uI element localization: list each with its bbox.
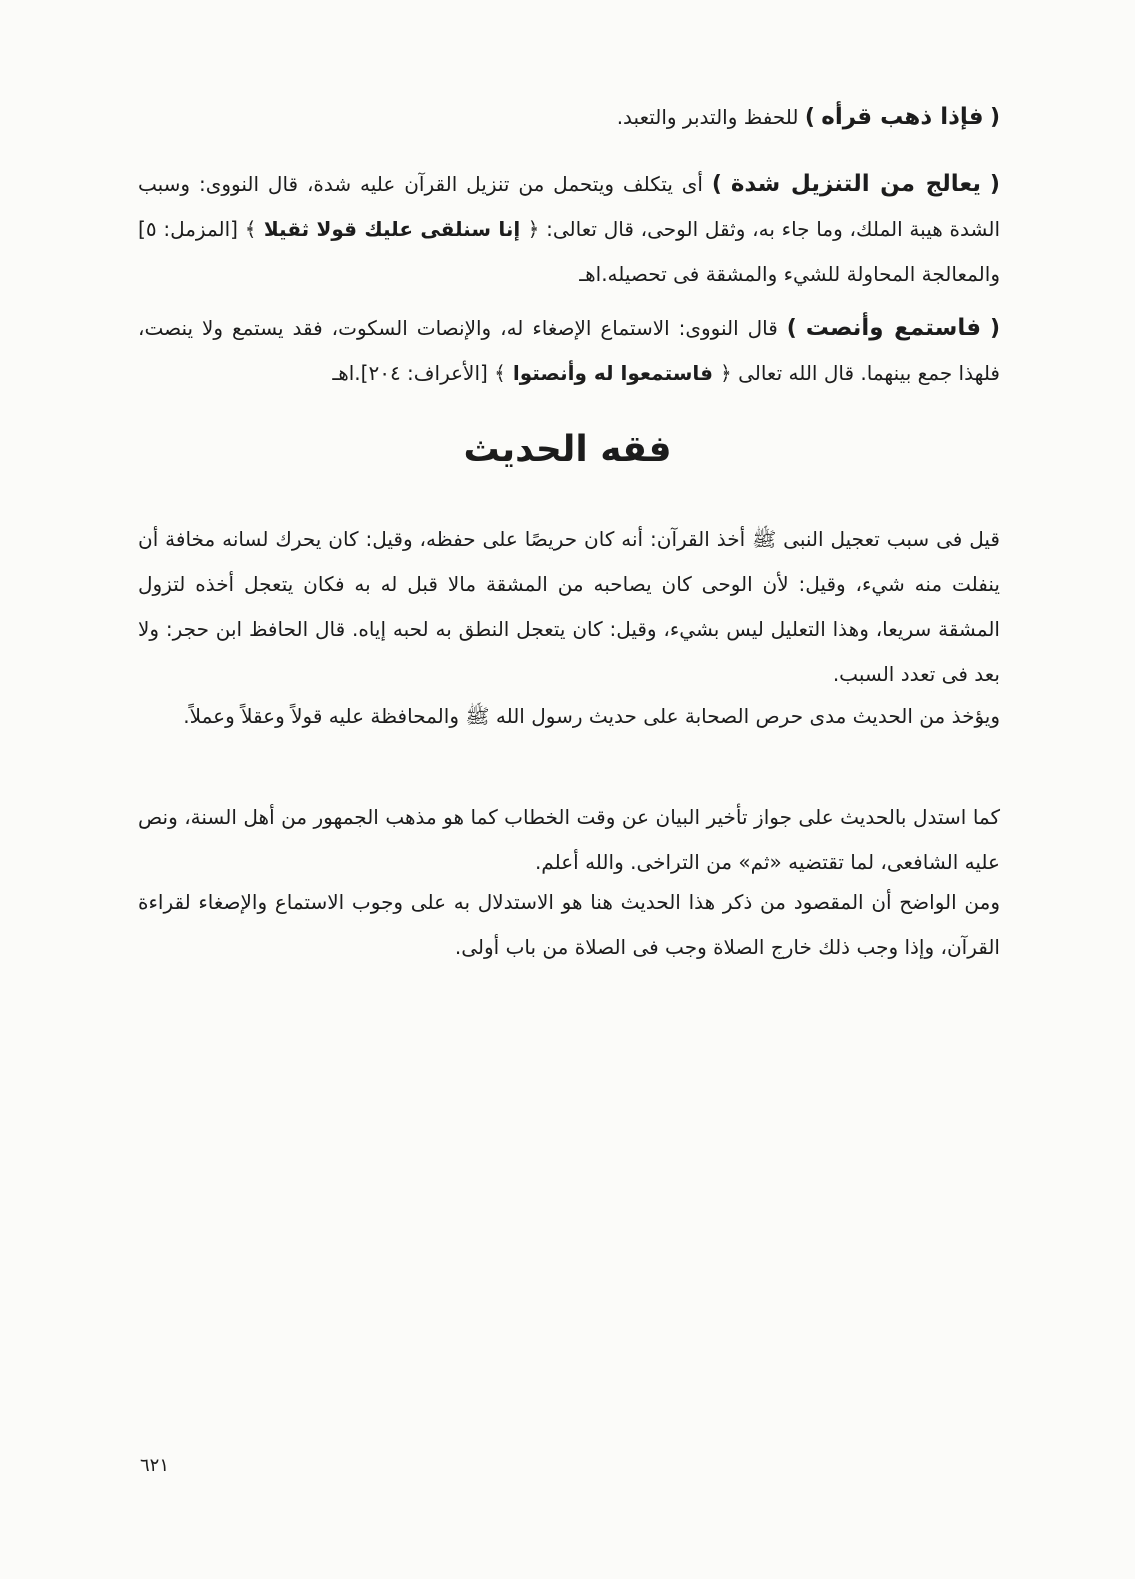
paragraph-text: كما استدل بالحديث على جواز تأخير البيان عن وقت الخطاب كما هو مذهب الجمهور من أهل السنة، ونص عليه الشافعى، لما تقتضيه «ثم» من التراخى. والله أعلم. [138,805,1000,874]
paragraph-text: للحفظ والتدبر والتعبد. [616,105,799,129]
page-number: ٦٢١ [140,1455,170,1476]
paragraph-text: ومن الواضح أن المقصود من ذكر هذا الحديث هنا هو الاستدلال به على وجوب الاستماع والإصغاء لقراءة القرآن، وإذا وجب ذلك خارج الصلاة وجب فى الصلاة من باب أولى. [138,890,1000,959]
paragraph-reason [138,517,1000,697]
lemma-text: فإذا ذهب قرأه [821,104,984,130]
open-paren: ( [989,105,1000,130]
verse-open-bracket: ﴿ [719,361,732,385]
verse-open-bracket: ﴿ [527,217,540,241]
paragraph-text: [المزمل: ٥] والمعالجة المحاولة للشيء والمشقة فى تحصيله.اهـ [138,217,1000,286]
paragraph-text: قيل فى سبب تعجيل النبى ﷺ أخذ القرآن: أنه كان حريصًا على حفظه، وقيل: كان يحرك لسانه مخافة أن ينفلت منه شيء، وقيل: لأن الوحى كان يصاحبه من المشقة مالا قبل له به فكان يتعجل أخذه لتزول المشقة سريعا، وهذا التعليل ليس بشيء، وقيل: كان يتعجل النطق به لحبه إياه. قال الحافظ ابن حجر: ولا بعد فى تعدد السبب. [138,527,1000,686]
close-paren: ) [786,316,797,341]
verse-close-bracket: ﴾ [244,217,257,241]
paragraph-text: أى يتكلف ويتحمل من تنزيل القرآن عليه شدة، قال النووى: وسبب الشدة هيبة الملك، وما جاء به، وثقل الوحى، قال تعالى: [138,172,1001,241]
verse-close-bracket: ﴾ [494,361,506,385]
verse-text: فاستمعوا له وأنصتوا [512,361,714,385]
paragraph-text: [الأعراف: ٢٠٤].اهـ [332,361,488,385]
section-heading: فقه الحديث [463,429,672,470]
paragraph-text: قال النووى: الاستماع الإصغاء له، والإنصات السكوت، فقد يستمع ولا ينصت، فلهذا جمع بينهما. قال الله تعالى [138,316,1000,385]
paragraph-yualiju [138,162,1000,297]
quran-verse [494,361,732,385]
open-paren: ( [989,172,1000,197]
close-paren: ) [804,105,815,130]
paragraph-conclusion [138,880,1000,970]
lemma-text: يعالج من التنزيل شدة [730,171,982,197]
quran-verse [245,217,540,241]
paragraph-fastamiu [138,306,1000,396]
open-paren: ( [989,316,1001,341]
paragraph-evidence [138,795,1000,885]
paragraph-text: ويؤخذ من الحديث مدى حرص الصحابة على حديث رسول الله ﷺ والمحافظة عليه قولاً وعقلاً وعملاً. [183,704,1000,728]
lemma-text: فاستمع وأنصت [805,315,982,341]
paragraph-lesson [138,694,1000,739]
paragraph-idha-dhahaba [138,95,1000,140]
close-paren: ) [711,172,722,197]
verse-text: إنا سنلقى عليك قولا ثقيلا [263,217,521,241]
